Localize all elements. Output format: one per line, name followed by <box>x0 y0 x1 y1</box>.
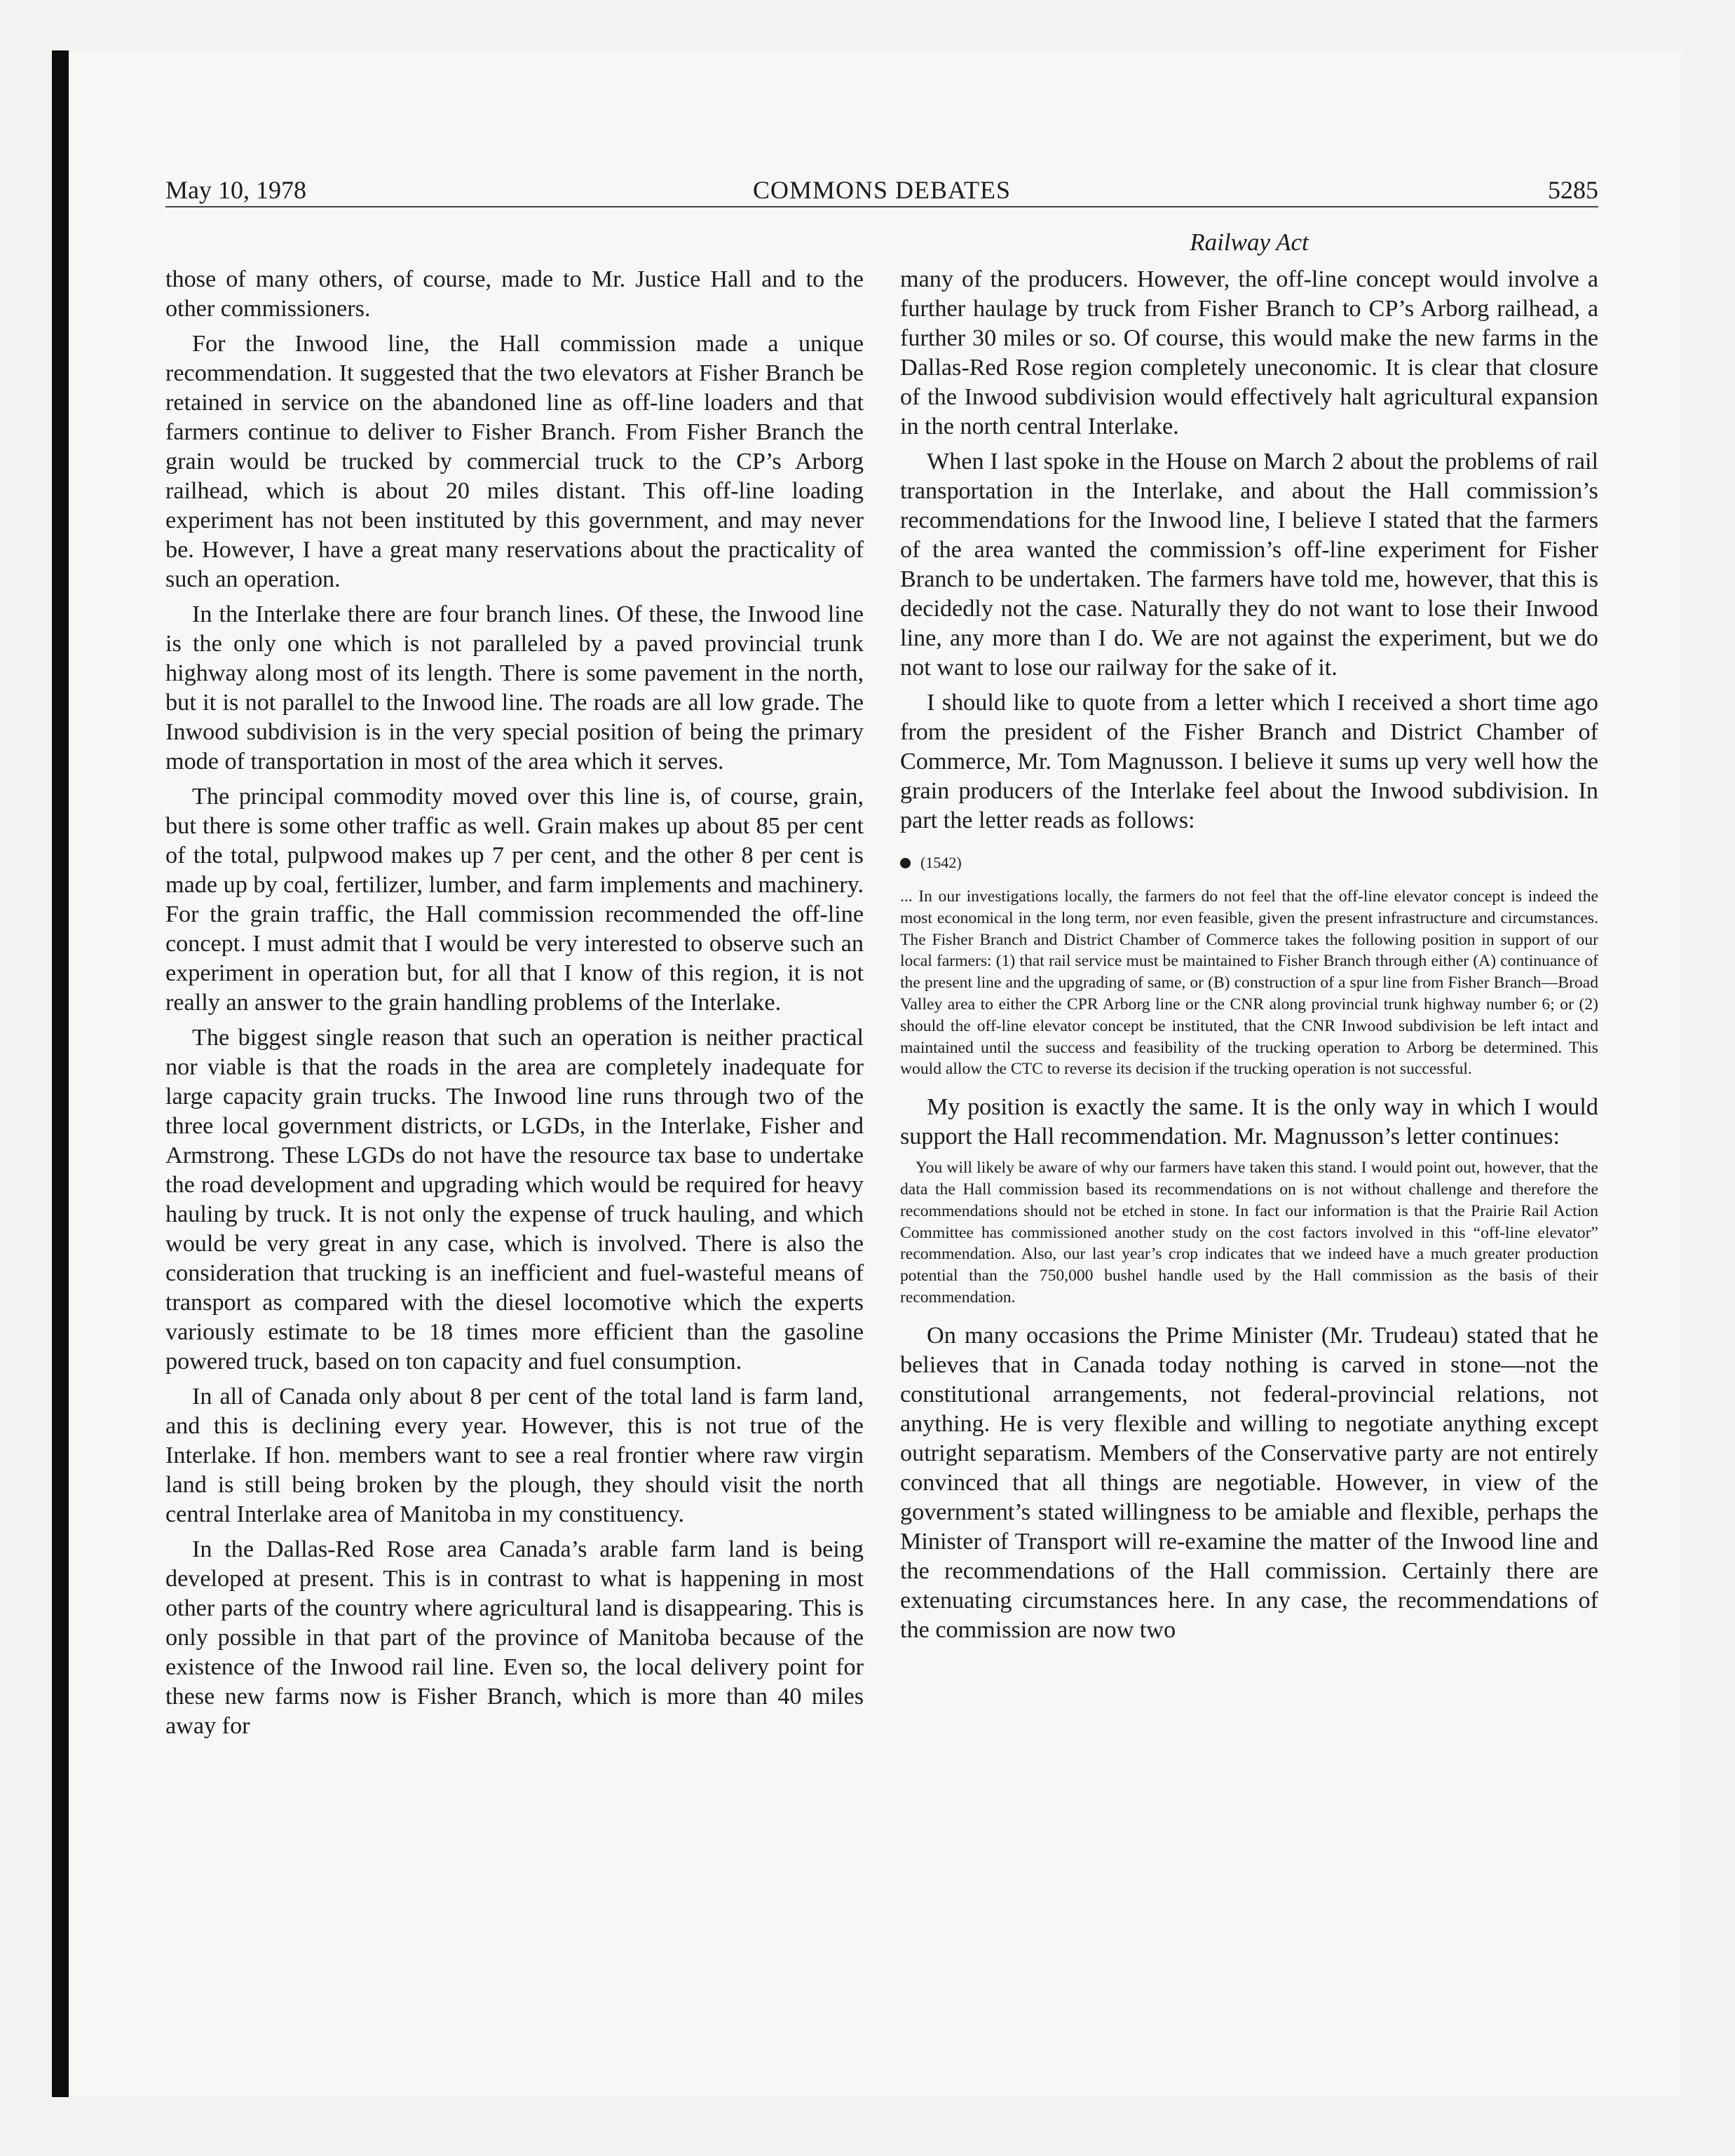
scan-edge <box>52 50 69 2097</box>
bullet-icon <box>900 858 911 868</box>
left-column <box>165 265 864 1747</box>
header-date: May 10, 1978 <box>165 176 306 204</box>
header-title: COMMONS DEBATES <box>752 176 1012 204</box>
paragraph: The principal commodity moved over this line is, of course, grain, but there is some other traffic as well. Grain makes up about 85 per cent of the total, pulpwood makes up 7 per cent, and the other 8 per cent is made up by coal, fertilizer, lumber, and farm implements and machinery. For the grain traffic, the Hall commission recommended the off-line concept. I must admit that I would be very interested to observe such an experiment in operation but, for all that I know of this region, it is not really an answer to the grain handling problems of the Interlake. <box>165 784 864 1016</box>
paragraph: In all of Canada only about 8 per cent of the total land is farm land, and this is declining every year. However, this is not true of the Interlake. If hon. members want to see a real frontier where raw virgin land is still being broken by the plough, they should visit the north central Interlake area of Manitoba in my constituency. <box>165 1384 864 1527</box>
paragraph: When I last spoke in the House on March 2 about the problems of rail transportation in the Interlake, and about the Hall commission’s recommendations for the Inwood line, I believe I stated that the farmers of the area wanted the commission’s off-line experiment for Fisher Branch to be undertaken. The farmers have told me, however, that this is decidedly not the case. Naturally they do not want to lose their Inwood line, any more than I do. We are not against the experiment, but we do not want to lose our railway for the sake of it. <box>900 449 1598 681</box>
time-marker <box>900 852 1598 873</box>
paragraph: On many occasions the Prime Minister (Mr. Trudeau) stated that he believes that in Canada today nothing is carved in stone—not the constitutional arrangements, not federal-provincial relations, not anything. He is very flexible and willing to negotiate anything except outright separatism. Members of the Conservative party are not entirely convinced that all things are negotiable. However, in view of the government’s stated willingness to be amiable and flexible, perhaps the Minister of Transport will re-examine the matter of the Inwood line and the recommendations of the Hall commission. Certainly there are extenuating circumstances here. In any case, the recommendations of the commission are now two <box>900 1322 1598 1643</box>
paragraph: many of the producers. However, the off-line concept would involve a further haulage by truck from Fisher Branch to CP’s Arborg railhead, a further 30 miles or so. Of course, this would make the new farms in the Dallas-Red Rose region completely uneconomic. It is clear that closure of the Inwood subdivision would effectively halt agricultural expansion in the north central Interlake. <box>900 266 1598 439</box>
header-page-number: 5285 <box>1548 176 1598 204</box>
paragraph: For the Inwood line, the Hall commission made a unique recommendation. It suggested that the two elevators at Fisher Branch be retained in service on the abandoned line as off-line loaders and that farmers continue to deliver to Fisher Branch. From Fisher Branch the grain would be trucked by commercial truck to the CP’s Arborg railhead, which is about 20 miles distant. This off-line loading experiment has not been instituted by this government, and may never be. However, I have a great many reservations about the practicality of such an operation. <box>165 331 864 592</box>
block-quote: You will likely be aware of why our farmers have taken this stand. I would point out, however, that the data the Hall commission based its recommendations on is not without challenge and therefore the recommendations should not be etched in stone. In fact our information is that the Prairie Rail Action Committee has commissioned another study on the cost factors involved in this “off-line elevator” recommendation. Also, our last year’s crop indicates that we indeed have a much greater production potential than the 750,000 bushel handle used by the Hall commission as the basis of their recommendation. <box>900 1159 1598 1306</box>
block-quote: ... In our investigations locally, the farmers do not feel that the off-line elevator concept is indeed the most economical in the long term, nor even feasible, given the present infrastructure and circumstances. The Fisher Branch and District Chamber of Commerce takes the following position in support of our local farmers: (1) that rail service must be maintained to Fisher Branch through either (A) continuance of the present line and the upgrading of same, or (B) construction of a spur line from Fisher Branch—Broad Valley area to either the CPR Arborg line or the CNR along provincial trunk highway number 6; or (2) should the off-line elevator concept be instituted, that the CNR Inwood subdivision be left intact and maintained until the success and feasibility of the trucking operation to Arborg be determined. This would allow the CTC to reverse its decision if the trucking operation is not successful. <box>900 887 1598 1079</box>
time-marker-label: (1542) <box>920 854 962 871</box>
paragraph: In the Interlake there are four branch lines. Of these, the Inwood line is the only one which is not paralleled by a paved provincial trunk highway along most of its length. There is some pavement in the north, but it is not parallel to the Inwood line. The roads are all low grade. The Inwood subdivision is in the very special position of being the primary mode of transportation in most of the area which it serves. <box>165 601 864 775</box>
running-head: Railway Act <box>1190 228 1309 256</box>
paragraph: The biggest single reason that such an operation is neither practical nor viable is that the roads in the area are completely inadequate for large capacity grain trucks. The Inwood line runs through two of the three local government districts, or LGDs, in the Interlake, Fisher and Armstrong. These LGDs do not have the resource tax base to undertake the road development and upgrading which would be required for heavy hauling by truck. It is not only the expense of truck hauling, and which would be very great in any case, which is involved. There is also the consideration that trucking is an inefficient and fuel-wasteful means of transport as compared with the diesel locomotive which the experts variously estimate to be 18 times more efficient than the gasoline powered truck, based on ton capacity and fuel consumption. <box>165 1025 864 1374</box>
paragraph: I should like to quote from a letter which I received a short time ago from the president of the Fisher Branch and District Chamber of Commerce, Mr. Tom Magnusson. I believe it sums up very well how the grain producers of the Interlake feel about the Inwood subdivision. In part the letter reads as follows: <box>900 690 1598 833</box>
page-header <box>165 174 1598 207</box>
paragraph: those of many others, of course, made to Mr. Justice Hall and to the other commissioners. <box>165 266 864 322</box>
right-column <box>900 265 1598 1651</box>
paragraph: In the Dallas-Red Rose area Canada’s arable farm land is being developed at present. This is in contrast to what is happening in most other parts of the country where agricultural land is disappearing. This is only possible in that part of the province of Manitoba because of the existence of the Inwood rail line. Even so, the local delivery point for these new farms now is Fisher Branch, which is more than 40 miles away for <box>165 1536 864 1739</box>
paragraph: My position is exactly the same. It is the only way in which I would support the Hall recommendation. Mr. Magnusson’s letter continues: <box>900 1094 1598 1150</box>
